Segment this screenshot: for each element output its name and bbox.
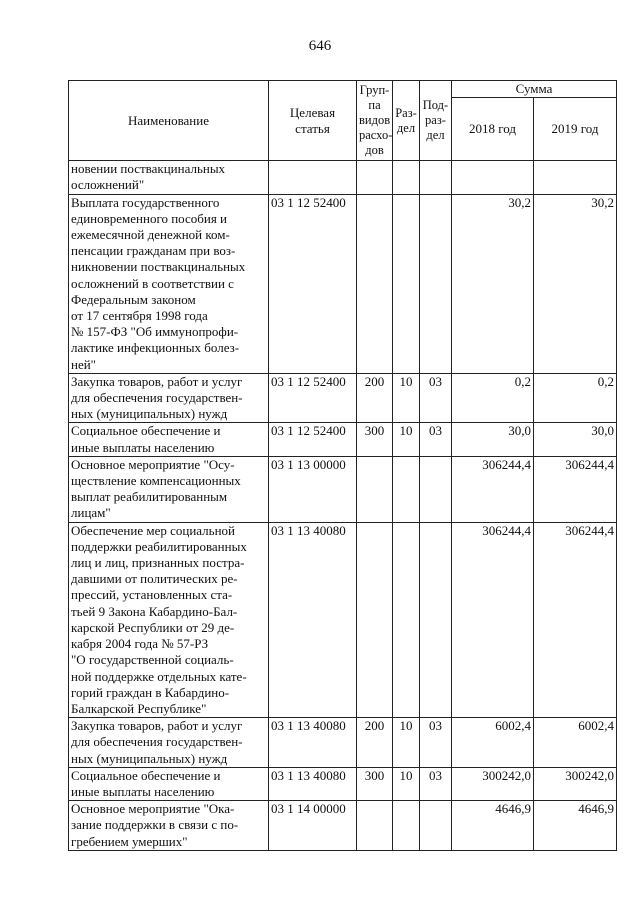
table-row — [69, 373, 617, 423]
table-row — [69, 767, 617, 800]
row-sum-2019: 30,0 — [534, 423, 617, 456]
row-group: 300 — [357, 423, 393, 456]
row-subsection — [420, 161, 452, 194]
row-subsection — [420, 456, 452, 522]
row-name — [69, 522, 269, 717]
row-sum-2019: 0,2 — [534, 373, 617, 423]
row-name-line: ных (муниципальных) нужд — [71, 750, 228, 766]
row-name-line: для обеспечения государствен- — [71, 734, 243, 750]
row-name-line: кабря 2004 года № 57-РЗ — [71, 636, 209, 652]
row-subsection — [420, 194, 452, 373]
row-name-line: зание поддержки в связи с по- — [71, 817, 239, 833]
row-name — [69, 718, 269, 768]
row-target-code — [269, 161, 357, 194]
row-sum-2018: 300242,0 — [452, 767, 534, 800]
row-name-line: пенсации гражданам при воз- — [71, 243, 236, 259]
row-name-line: горий граждан в Кабардино- — [71, 684, 230, 700]
row-group — [357, 801, 393, 851]
row-name-line: карской Республики от 29 де- — [71, 619, 235, 635]
row-section — [393, 194, 420, 373]
row-target-code: 03 1 13 40080 — [269, 718, 357, 768]
row-name-line: иные выплаты населению — [71, 439, 215, 455]
row-group: 200 — [357, 718, 393, 768]
row-section: 10 — [393, 767, 420, 800]
header-year-2019: 2019 год — [534, 98, 617, 161]
row-section — [393, 161, 420, 194]
row-name — [69, 161, 269, 194]
row-target-code: 03 1 12 52400 — [269, 423, 357, 456]
row-target-code: 03 1 13 40080 — [269, 767, 357, 800]
row-subsection — [420, 801, 452, 851]
row-name-line: лиц и лиц, признанных постра- — [71, 555, 245, 571]
row-section: 10 — [393, 423, 420, 456]
row-name-line: лицам" — [71, 505, 111, 521]
row-name-line: ществление компенсационных — [71, 473, 241, 489]
row-target-code: 03 1 12 52400 — [269, 194, 357, 373]
row-name-line: тьей 9 Закона Кабардино-Бал- — [71, 603, 238, 619]
header-year-2018: 2018 год — [452, 98, 534, 161]
table-row — [69, 194, 617, 373]
row-name — [69, 423, 269, 456]
row-name-line: Обеспечение мер социальной — [71, 522, 235, 538]
row-name-line: прессий, установленных ста- — [71, 587, 233, 603]
row-name-line: Выплата государственного — [71, 194, 220, 210]
row-sum-2019: 30,2 — [534, 194, 617, 373]
table-row — [69, 456, 617, 522]
row-sum-2019: 4646,9 — [534, 801, 617, 851]
row-name-line: ных (муниципальных) нужд — [71, 406, 228, 422]
row-subsection: 03 — [420, 373, 452, 423]
row-sum-2018 — [452, 161, 534, 194]
table-row — [69, 423, 617, 456]
header-target: Целевая статья — [269, 81, 357, 161]
row-name-line: № 157-ФЗ "Об иммунопрофи- — [71, 324, 239, 340]
row-sum-2019 — [534, 161, 617, 194]
row-name-line: Балкарской Республике" — [71, 700, 207, 716]
row-sum-2018: 0,2 — [452, 373, 534, 423]
row-section: 10 — [393, 373, 420, 423]
row-target-code: 03 1 14 00000 — [269, 801, 357, 851]
row-name — [69, 767, 269, 800]
row-group: 300 — [357, 767, 393, 800]
row-section — [393, 522, 420, 717]
row-subsection: 03 — [420, 767, 452, 800]
row-group — [357, 161, 393, 194]
row-name-line: осложнений в соответствии с — [71, 275, 234, 291]
row-name — [69, 456, 269, 522]
row-group: 200 — [357, 373, 393, 423]
row-sum-2018: 306244,4 — [452, 522, 534, 717]
row-name-line: Социальное обеспечение и — [71, 423, 221, 439]
header-name: Наименование — [69, 81, 269, 161]
row-target-code: 03 1 12 52400 — [269, 373, 357, 423]
table-row — [69, 801, 617, 851]
row-name-line: выплат реабилитированным — [71, 489, 228, 505]
row-target-code: 03 1 13 40080 — [269, 522, 357, 717]
row-name-line: Основное мероприятие "Ока- — [71, 801, 235, 817]
row-sum-2019: 6002,4 — [534, 718, 617, 768]
row-sum-2019: 306244,4 — [534, 522, 617, 717]
row-subsection — [420, 522, 452, 717]
row-name-line: поддержки реабилитированных — [71, 538, 247, 554]
row-name — [69, 801, 269, 851]
row-section: 10 — [393, 718, 420, 768]
row-group — [357, 522, 393, 717]
row-name-line: лактике инфекционных болез- — [71, 340, 240, 356]
row-subsection: 03 — [420, 718, 452, 768]
table-row — [69, 718, 617, 768]
page-number: 646 — [308, 38, 332, 54]
table-row — [69, 161, 617, 194]
row-sum-2018: 4646,9 — [452, 801, 534, 851]
row-name-line: ежемесячной денежной ком- — [71, 227, 230, 243]
row-target-code: 03 1 13 00000 — [269, 456, 357, 522]
header-sum: Сумма — [452, 81, 617, 98]
row-sum-2019: 300242,0 — [534, 767, 617, 800]
row-group — [357, 456, 393, 522]
row-name-line: иные выплаты населению — [71, 783, 215, 799]
row-name-line: ней" — [71, 356, 96, 372]
row-name-line: Социальное обеспечение и — [71, 767, 221, 783]
row-subsection: 03 — [420, 423, 452, 456]
row-sum-2018: 306244,4 — [452, 456, 534, 522]
row-name-line: от 17 сентября 1998 года — [71, 308, 208, 324]
row-sum-2018: 30,0 — [452, 423, 534, 456]
table-body — [69, 161, 617, 851]
row-sum-2018: 30,2 — [452, 194, 534, 373]
row-name-line: Закупка товаров, работ и услуг — [71, 373, 243, 389]
row-name-line: ной поддержке отдельных кате- — [71, 668, 247, 684]
header-group: Груп- па видов расхо- дов — [357, 81, 393, 161]
row-name-line: осложнений" — [71, 177, 145, 193]
row-name-line: гребением умерших" — [71, 833, 188, 849]
row-name-line: Федеральным законом — [71, 291, 196, 307]
row-name-line: никновении поствакцинальных — [71, 259, 246, 275]
row-name-line: для обеспечения государствен- — [71, 390, 243, 406]
row-section — [393, 801, 420, 851]
row-name — [69, 373, 269, 423]
row-name — [69, 194, 269, 373]
row-name-line: Основное мероприятие "Осу- — [71, 456, 235, 472]
row-section — [393, 456, 420, 522]
row-group — [357, 194, 393, 373]
row-name-line: единовременного пособия и — [71, 210, 228, 226]
row-sum-2019: 306244,4 — [534, 456, 617, 522]
header-subsection: Под- раз- дел — [420, 81, 452, 161]
row-sum-2018: 6002,4 — [452, 718, 534, 768]
row-name-line: новении поствакцинальных — [71, 161, 226, 177]
table-row — [69, 522, 617, 717]
table-header — [69, 81, 617, 161]
budget-table — [68, 80, 617, 851]
row-name-line: Закупка товаров, работ и услуг — [71, 718, 243, 734]
header-section: Раз- дел — [393, 81, 420, 161]
row-name-line: "О государственной социаль- — [71, 652, 234, 668]
row-name-line: давшими от политических ре- — [71, 571, 238, 587]
